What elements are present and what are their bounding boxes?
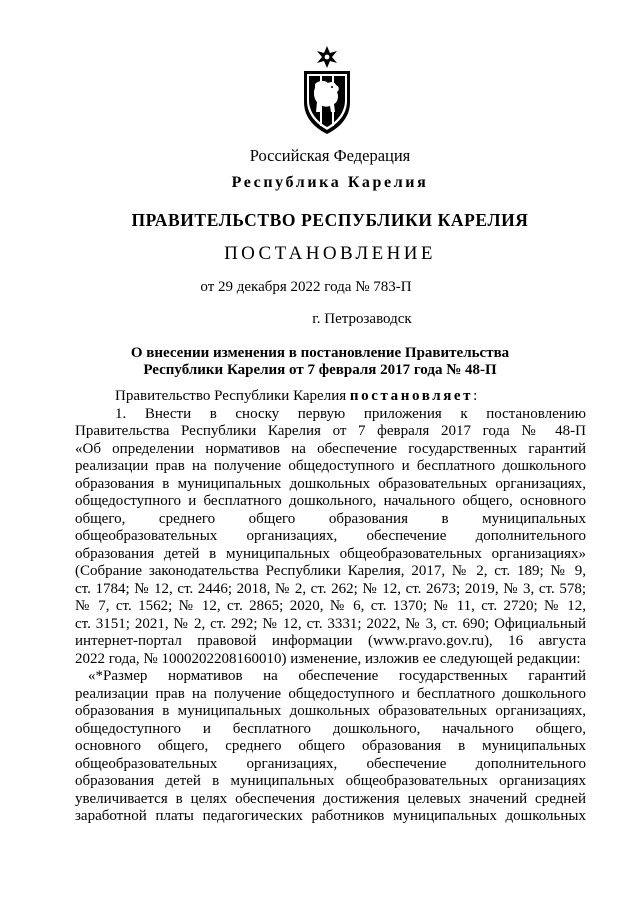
body-line: образования детей в муниципальных общеобразовательных организациях — [75, 773, 586, 789]
title-line: Республики Карелия от 7 февраля 2017 года № 48-П — [143, 362, 497, 378]
body-line: образования в муниципальных дошкольных образовательных организациях, — [75, 475, 586, 492]
body-line: общеобразовательных организациях, обеспечение дополнительного — [75, 755, 586, 772]
decree-word: постановляет — [349, 388, 474, 404]
document-type: ПОСТАНОВЛЕНИЕ — [224, 243, 436, 264]
body-line: ст. 1784; № 12, ст. 2446; 2018, № 2, ст. 262; № 12, ст. 2673; 2019, № 3, ст. 578; — [75, 580, 586, 597]
body-line: увеличивается в целях обеспечения достижения целевых значений средней — [75, 790, 586, 807]
body-line: № 7, ст. 1562; № 12, ст. 2865; 2020, № 6, ст. 1370; № 11, ст. 2720; № 12, — [75, 598, 586, 614]
country-name: Российская Федерация — [249, 146, 411, 165]
body-line: ст. 3151; 2021, № 2, ст. 292; № 12, ст. 3331; 2022, № 3, ст. 690; Официальный — [75, 615, 586, 632]
body-line: Правительства Республики Карелия от 7 февраля 2017 года № 48-П — [75, 423, 586, 439]
body-line: реализации прав на получение общедоступного и бесплатного дошкольного — [75, 458, 586, 474]
body-line: образования в муниципальных дошкольных образовательных организациях, — [75, 703, 586, 719]
body-line: общего, среднего общего образования в муниципальных — [75, 510, 586, 527]
body-line: заработной платы педагогических работников муниципальных дошкольных — [75, 808, 586, 824]
intro-line — [75, 388, 586, 406]
document-city: г. Петрозаводск — [312, 311, 412, 327]
intro-prefix: Правительство Республики Карелия — [115, 388, 350, 404]
document-date-number: от 29 декабря 2022 года № 783-П — [200, 279, 412, 295]
body-line: общеобразовательных организациях, обеспечение дополнительного — [75, 528, 586, 544]
body-line: общедоступного и бесплатного дошкольного, начального общего, — [75, 720, 586, 737]
government-name: ПРАВИТЕЛЬСТВО РЕСПУБЛИКИ КАРЕЛИЯ — [131, 210, 529, 230]
body-line: общедоступного и бесплатного дошкольного, начального общего, основного — [75, 493, 586, 509]
body-line: 1. Внести в сноску первую приложения к постановлению — [115, 405, 586, 422]
body-line: интернет-портал правовой информации (www.pravo.gov.ru), 16 августа — [75, 633, 586, 649]
intro-suffix: : — [473, 388, 478, 404]
document-body — [75, 388, 586, 826]
body-line: 2022 года, № 1000202208160010) изменение, изложив ее следующей редакции: — [75, 650, 581, 667]
republic-name: Республика Карелия — [231, 174, 429, 191]
coat-of-arms-icon — [301, 44, 353, 136]
document-title — [0, 345, 640, 379]
body-line: реализации прав на получение общедоступного и бесплатного дошкольного — [75, 685, 586, 702]
body-line: «Об определении нормативов на обеспечение государственных гарантий — [75, 440, 586, 457]
body-line: основного общего, среднего общего образования в муниципальных — [75, 738, 586, 754]
body-line: «*Размер нормативов на обеспечение государственных гарантий — [88, 668, 586, 684]
title-line: О внесении изменения в постановление Правительства — [130, 345, 510, 361]
body-line: образования детей в муниципальных общеобразовательных организациях» — [75, 545, 586, 562]
body-line: (Собрание законодательства Республики Карелия, 2017, № 2, ст. 189; № 9, — [75, 563, 586, 579]
